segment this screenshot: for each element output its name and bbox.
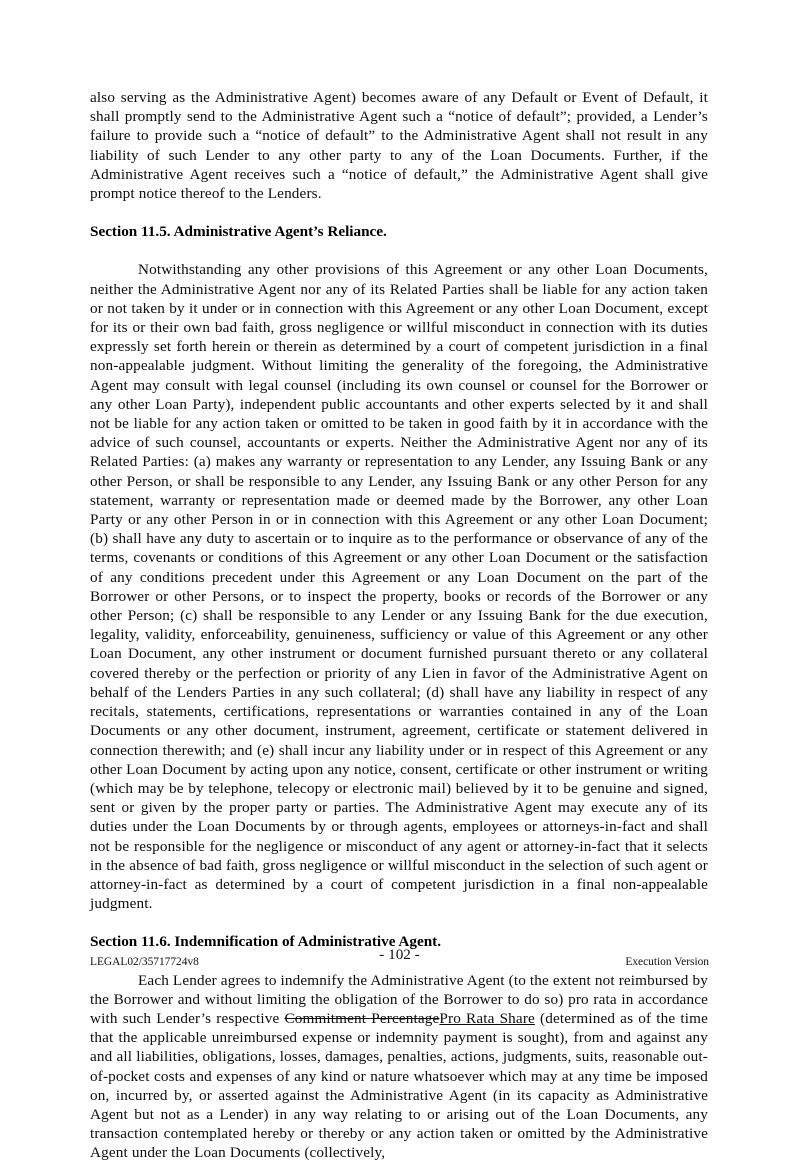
- footer-version-label: Execution Version: [625, 956, 709, 968]
- paragraph-continuation: also serving as the Administrative Agent) becomes aware of any Default or Event of Default, it shall promptly send to the Administrative Agent such a “notice of default”; provided, a Lender’s failure to provide such a “notice of default” to the Administrative Agent shall not result in any liability of such Lender to any other party to any of the Loan Documents. Further, if the Administrative Agent receives such a “notice of default,” the Administrative Agent shall give prompt notice thereof to the Lenders.: [90, 89, 708, 203]
- section-heading-11-5: Section 11.5. Administrative Agent’s Reliance.: [90, 223, 387, 241]
- document-body: [90, 88, 708, 1163]
- spacer-before-section-11-5: [90, 203, 708, 222]
- footer-document-id: LEGAL02/35717724v8: [90, 956, 199, 968]
- spacer-after-section-11-5: [90, 241, 708, 260]
- paragraph-section-11-6-body: [90, 971, 708, 1163]
- redline-deleted-text: Commitment Percentage: [284, 1009, 440, 1027]
- page-number: - 102 -: [379, 946, 420, 963]
- paragraph-text-after-redline: (determined as of the time that the applicable unreimbursed expense or indemnity payment is sought), from and against any and all liabilities, obligations, losses, damages, penalties, actions, judgments, suits, reasonable out-of-pocket costs and expenses of any kind or nature whatsoever which may at any time be imposed on, incurred by, or asserted against the Administrative Agent (in its capacity as Administrative Agent but not as a Lender) in any way relating to or arising out of the Loan Documents, any transaction contemplated hereby or thereby or any action taken or omitted by the Administrative Agent under the Loan Documents (collectively,: [90, 1009, 709, 1162]
- paragraph-section-11-5-body: Notwithstanding any other provisions of this Agreement or any other Loan Documents, neither the Administrative Agent nor any of its Related Parties shall be liable for any action taken or not taken by it under or in connection with this Agreement or any other Loan Document, except for its or their own bad faith, gross negligence or willful misconduct in connection with its duties expressly set forth herein or therein as determined by a court of competent jurisdiction in a final non-appealable judgment. Without limiting the generality of the foregoing, the Administrative Agent may consult with legal counsel (including its own counsel or counsel for the Borrower or any other Loan Party), independent public accountants and other experts selected by it and shall not be liable for any action taken or omitted to be taken in good faith by it in accordance with the advice of such counsel, accountants or experts. Neither the Administrative Agent nor any of its Related Parties: (a) makes any warranty or representation to any Lender, any Issuing Bank or any other Person, or shall be responsible to any Lender, any Issuing Bank or any other Person for any statement, warranty or representation made or deemed made by the Borrower, any other Loan Party or any other Person in or in connection with this Agreement or any other Loan Document; (b) shall have any duty to ascertain or to inquire as to the performance or observance of any of the terms, covenants or conditions of this Agreement or any other Loan Document or the satisfaction of any conditions precedent under this Agreement or any Loan Document on the part of the Borrower or other Persons, or to inspect the property, books or records of the Borrower or any other Person; (c) shall be responsible to any Lender or any Issuing Bank for the due execution, legality, validity, enforceability, genuineness, sufficiency or value of this Agreement or any other Loan Document, any other instrument or document furnished pursuant thereto or any collateral covered thereby or the perfection or priority of any Lien in favor of the Administrative Agent on behalf of the Lenders Parties in any such collateral; (d) shall have any liability in respect of any recitals, statements, certifications, representations or warranties contained in any of the Loan Documents or any other document, instrument, agreement, certificate or statement delivered in connection therewith; and (e) shall incur any liability under or in respect of this Agreement or any other Loan Document by acting upon any notice, consent, certificate or other instrument or writing (which may be by telephone, telecopy or electronic mail) believed by it to be genuine and signed, sent or given by the proper party or parties. The Administrative Agent may execute any of its duties under the Loan Documents by or through agents, employees or attorneys-in-fact and shall not be responsible for the negligence or misconduct of any agent or attorney-in-fact that it selects in the absence of bad faith, gross negligence or willful misconduct in the selection of such agent or attorney-in-fact as determined by a court of competent jurisdiction in a final non-appealable judgment.: [90, 261, 708, 913]
- section-heading-11-6: Section 11.6. Indemnification of Administrative Agent.: [90, 933, 442, 951]
- spacer-after-section-11-6: [90, 952, 708, 971]
- paragraph-text-before-redline: Each Lender agrees to indemnify the Administrative Agent (to the extent not reimbursed by the Borrower and without limiting the obligation of the Borrower to do so) pro rata in accordance with such Lender’s respective: [90, 971, 708, 1027]
- redline-inserted-text: Pro Rata Share: [439, 1009, 535, 1027]
- spacer-before-section-11-6: [90, 913, 708, 932]
